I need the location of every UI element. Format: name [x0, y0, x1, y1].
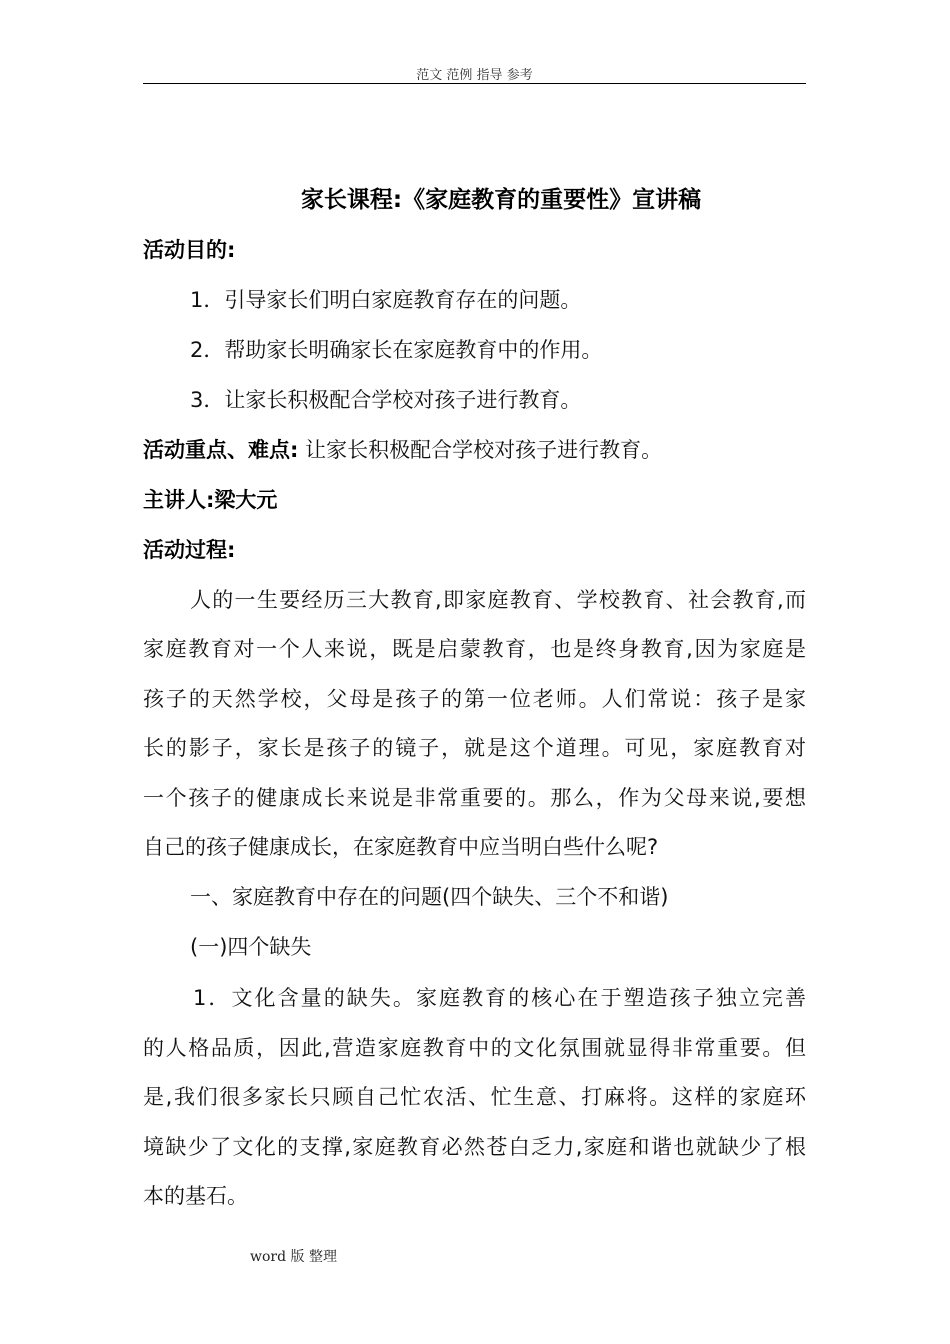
- objective-item-1: 1．引导家长们明白家庭教育存在的问题。: [190, 288, 582, 312]
- document-title: 家长课程:《家庭教育的重要性》宣讲稿: [300, 187, 702, 213]
- focus-text: 让家长积极配合学校对孩子进行教育。: [298, 438, 663, 462]
- subsection-heading: (一)四个缺失: [190, 935, 312, 959]
- section-heading: 一、家庭教育中存在的问题(四个缺失、三个不和谐): [190, 885, 669, 909]
- point1-line-5: 本的基石。: [143, 1184, 248, 1208]
- objectives-label: 活动目的:: [143, 238, 236, 262]
- process-label: 活动过程:: [143, 538, 236, 562]
- focus-paragraph: [143, 435, 806, 465]
- point1-line-1: 1．文化含量的缺失。家庭教育的核心在于塑造孩子独立完善: [193, 986, 806, 1010]
- speaker-line: 主讲人:梁大元: [143, 488, 278, 512]
- objective-item-2: 2．帮助家长明确家长在家庭教育中的作用。: [190, 338, 603, 362]
- point1-line-2: 的人格品质，因此,营造家庭教育中的文化氛围就显得非常重要。但: [143, 1036, 806, 1060]
- point1-line-3: 是,我们很多家长只顾自己忙农活、忙生意、打麻将。这样的家庭环: [143, 1085, 806, 1109]
- intro-line-2: 家庭教育对一个人来说，既是启蒙教育，也是终身教育,因为家庭是: [143, 637, 806, 661]
- intro-line-4: 长的影子，家长是孩子的镜子，就是这个道理。可见，家庭教育对: [143, 736, 806, 760]
- header-rule: [143, 83, 806, 84]
- objective-item-3: 3．让家长积极配合学校对孩子进行教育。: [190, 388, 582, 412]
- intro-line-5: 一个孩子的健康成长来说是非常重要的。那么，作为父母来说,要想: [143, 786, 806, 810]
- page-header: 范文 范例 指导 参考: [416, 68, 533, 83]
- point1-line-4: 境缺少了文化的支撑,家庭教育必然苍白乏力,家庭和谐也就缺少了根: [143, 1135, 806, 1159]
- intro-line-6: 自己的孩子健康成长，在家庭教育中应当明白些什么呢?: [143, 835, 659, 859]
- page-footer: word 版 整理: [250, 1249, 337, 1265]
- intro-line-1: 人的一生要经历三大教育,即家庭教育、学校教育、社会教育,而: [190, 588, 806, 612]
- focus-label: 活动重点、难点:: [143, 438, 299, 462]
- intro-line-3: 孩子的天然学校，父母是孩子的第一位老师。人们常说：孩子是家: [143, 687, 806, 711]
